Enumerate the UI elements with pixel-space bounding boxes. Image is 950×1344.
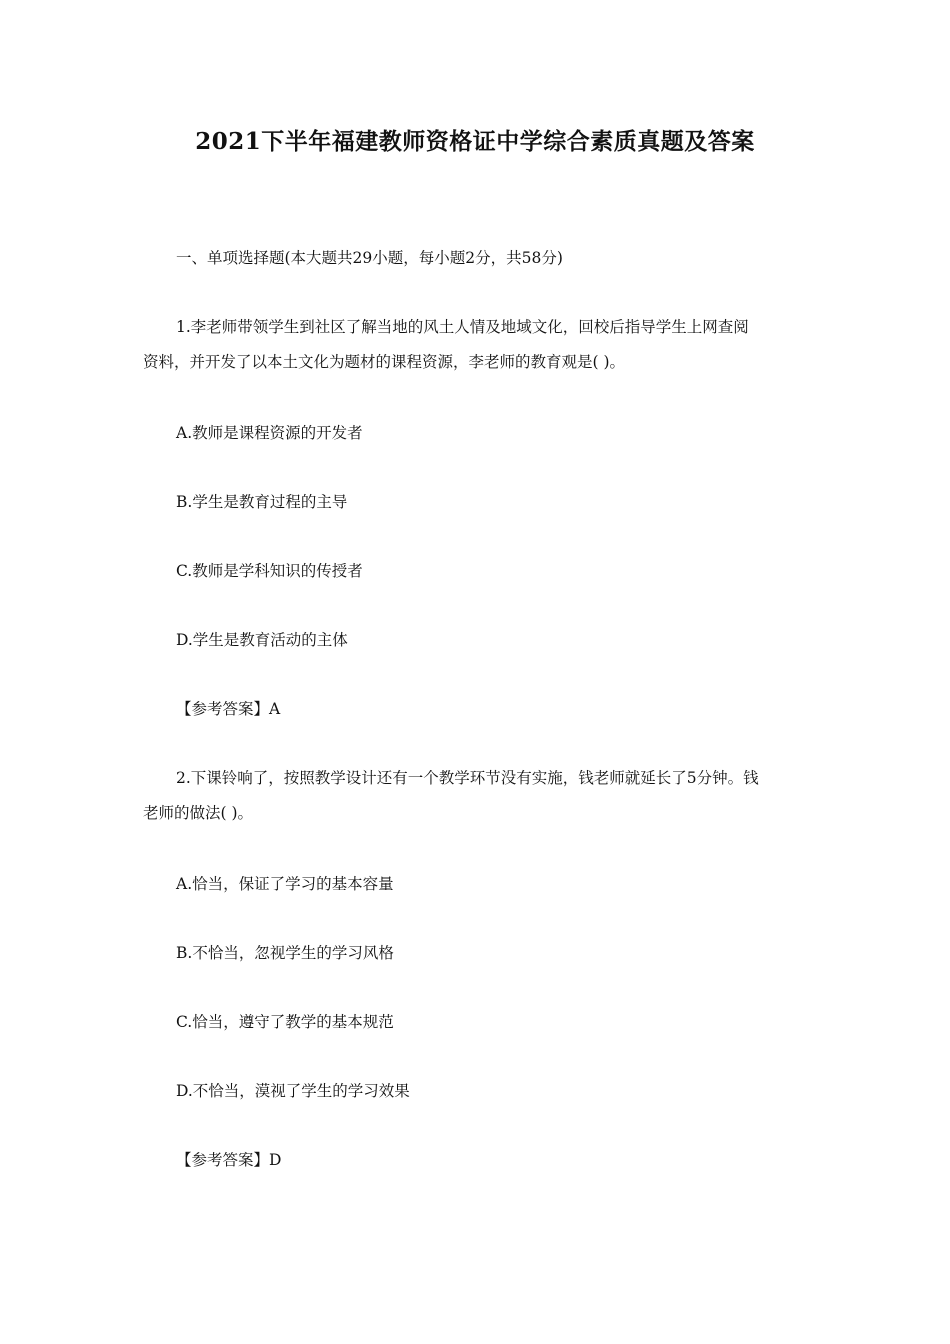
question-2-stem-line-1: 2.下课铃响了，按照教学设计还有一个教学环节没有实施，钱老师就延长了5分钟。钱 (176, 769, 759, 787)
question-1-option-d: D.学生是教育活动的主体 (176, 631, 348, 649)
question-1-stem-line-2: 资料，并开发了以本土文化为题材的课程资源，李老师的教育观是( )。 (143, 353, 626, 371)
question-2-option-d: D.不恰当，漠视了学生的学习效果 (176, 1082, 410, 1100)
question-1-answer: 【参考答案】A (176, 700, 281, 718)
document-title: 2021下半年福建教师资格证中学综合素质真题及答案 (195, 128, 755, 155)
section-heading: 一、单项选择题(本大题共29小题，每小题2分，共58分) (176, 249, 563, 267)
question-1-option-c: C.教师是学科知识的传授者 (176, 562, 363, 580)
question-2-answer: 【参考答案】D (176, 1151, 282, 1169)
question-2-option-b: B.不恰当，忽视学生的学习风格 (176, 944, 394, 962)
question-2-option-c: C.恰当，遵守了教学的基本规范 (176, 1013, 394, 1031)
question-1-option-b: B.学生是教育过程的主导 (176, 493, 348, 511)
question-1-option-a: A.教师是课程资源的开发者 (176, 424, 363, 442)
question-2-stem-line-2: 老师的做法( )。 (143, 804, 254, 822)
question-2-option-a: A.恰当，保证了学习的基本容量 (176, 875, 394, 893)
question-1-stem-line-1: 1.李老师带领学生到社区了解当地的风土人情及地域文化，回校后指导学生上网查阅 (176, 318, 749, 336)
